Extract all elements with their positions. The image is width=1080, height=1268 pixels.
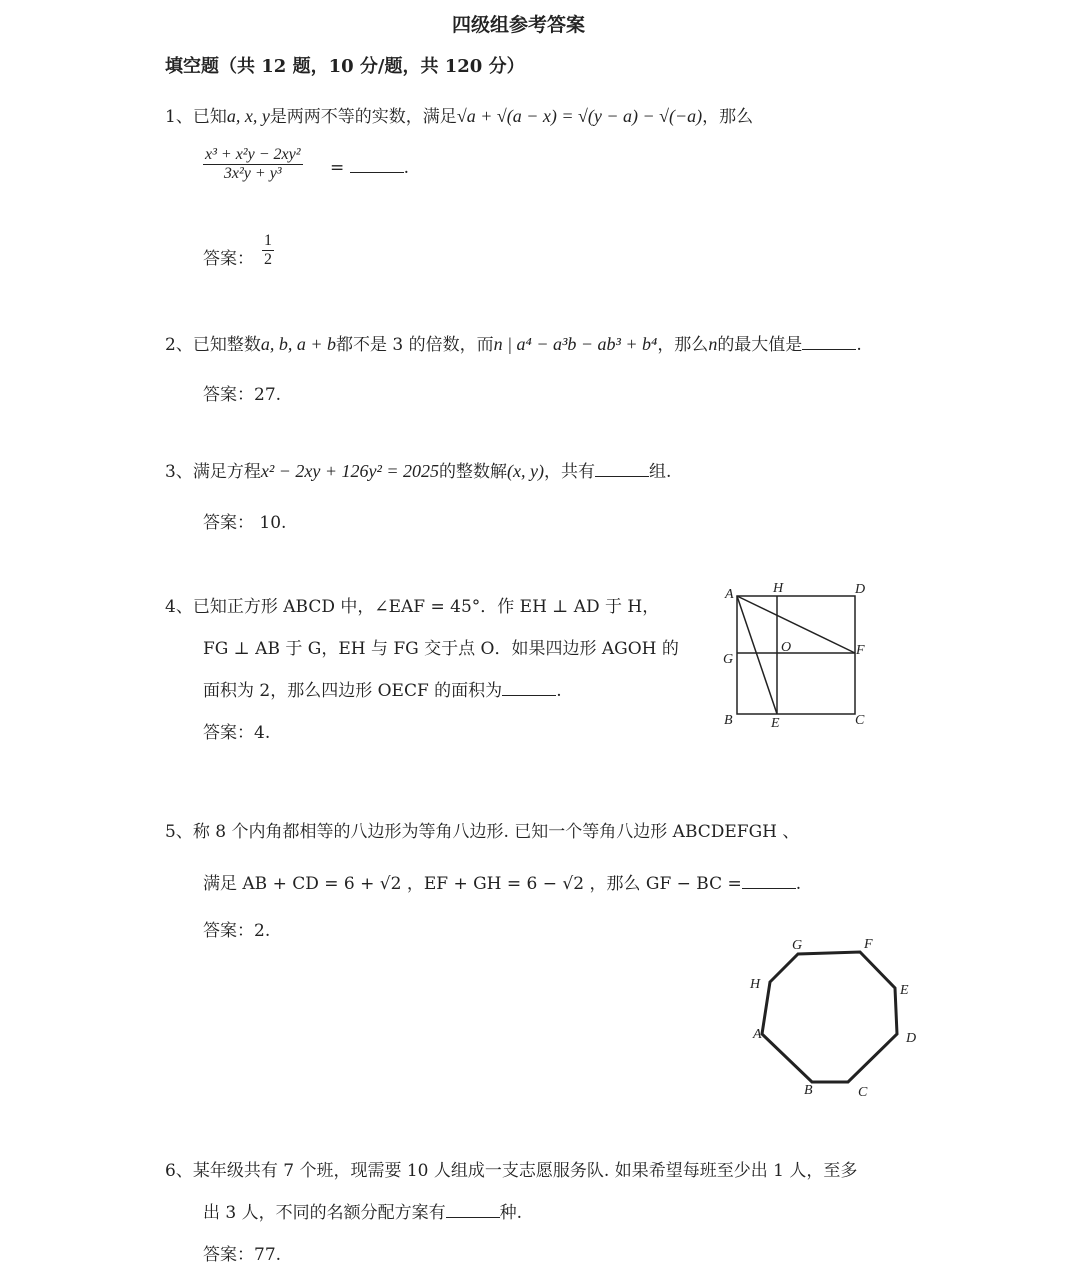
question-2: 2、已知整数a, b, a + b都不是 3 的倍数，而n | a⁴ − a³b − ab³ + b⁴，那么n的最大值是 .: [165, 334, 862, 355]
answer-text: 答案：2.: [203, 921, 271, 941]
question-number: 1、: [165, 107, 193, 127]
label-b: B: [724, 713, 733, 728]
answer-blank: [802, 335, 856, 350]
answer-blank: [502, 681, 556, 696]
math-vars: a, x, y: [226, 106, 270, 126]
question-text: ，那么: [657, 335, 709, 355]
question-1: [165, 102, 753, 127]
question-text: 已知正方形 ABCD 中，∠EAF = 45°．作 EH ⊥ AD 于 H，: [192, 597, 660, 617]
math-equation: x² − 2xy + 126y² = 2025: [260, 461, 440, 481]
question-4-line-2: FG ⊥ AB 于 G，EH 与 FG 交于点 O．如果四边形 AGOH 的: [203, 639, 679, 659]
question-number: 6、: [165, 1161, 193, 1181]
fraction-expression: [203, 146, 303, 183]
label-c: C: [855, 713, 865, 728]
octagon-abcdefgh: [762, 952, 897, 1082]
question-text: ，那么: [702, 107, 754, 127]
answer-blank: [595, 462, 649, 477]
answer-blank: [446, 1203, 500, 1218]
label-e: E: [771, 716, 780, 731]
math-var: n: [708, 334, 718, 354]
math-equation: n | a⁴ − a³b − ab³ + b⁴: [493, 334, 658, 354]
answer-label: 答案：: [203, 249, 254, 269]
page-title: 四级组参考答案: [452, 14, 586, 36]
label-o: O: [781, 640, 792, 655]
question-text: EF + GH = 6 − √2 ，那么 GF − BC =: [423, 874, 742, 894]
segment-af: [737, 596, 855, 653]
question-text: 的最大值是: [717, 335, 803, 355]
answer-text: 答案： 10.: [203, 513, 287, 533]
label-b: B: [804, 1083, 813, 1098]
label-f: F: [864, 937, 873, 952]
question-text: 已知: [192, 107, 227, 127]
math-pair: (x, y): [507, 461, 544, 481]
square-diagram: [715, 578, 875, 733]
question-text: 组.: [649, 462, 672, 482]
label-a: A: [725, 587, 734, 602]
question-text: 都不是 3 的倍数，而: [335, 335, 494, 355]
label-c: C: [858, 1085, 868, 1100]
label-h: H: [773, 581, 784, 596]
label-h: H: [750, 977, 761, 992]
label-g: G: [723, 652, 734, 667]
fraction-denominator: 3x²y + y³: [223, 165, 282, 182]
question-text: 是两两不等的实数，满足: [269, 107, 457, 127]
question-number: 2、: [165, 335, 193, 355]
question-text: 满足 AB + CD = 6 + √2 ，: [203, 874, 424, 894]
question-text: ，共有: [544, 462, 595, 482]
question-text: 已知整数: [192, 335, 261, 355]
question-text: 某年级共有 7 个班，现需要 10 人组成一支志愿服务队. 如果希望每班至少出 1 人，至多: [192, 1161, 858, 1181]
label-f: F: [856, 643, 865, 658]
question-number: 3、: [165, 462, 193, 482]
question-text: 满足方程: [192, 462, 261, 482]
question-number: 4、: [165, 597, 193, 617]
question-4-line-1: [165, 592, 659, 617]
square-abcd: [737, 596, 855, 714]
question-text: 出 3 人，不同的名额分配方案有: [203, 1203, 446, 1223]
answer-blank: [350, 158, 404, 173]
question-5-line-1: [165, 817, 799, 842]
label-d: D: [855, 582, 866, 597]
label-a: A: [753, 1027, 762, 1042]
math-vars: a, b, a + b: [260, 334, 336, 354]
fraction-numerator: 1: [264, 232, 272, 249]
answer-text: 答案：77.: [203, 1245, 282, 1265]
question-text: 的整数解: [439, 462, 508, 482]
question-text: 面积为 2，那么四边形 OECF 的面积为: [203, 681, 503, 701]
section-heading: 填空题（共 12 题，10 分/题，共 120 分）: [165, 56, 525, 77]
question-number: 5、: [165, 822, 193, 842]
label-g: G: [792, 938, 803, 953]
question-text: 种.: [499, 1203, 523, 1223]
fraction-numerator: x³ + x²y − 2xy²: [205, 146, 301, 163]
answer-blank-line: = .: [330, 158, 410, 178]
question-5-line-2: 满足 AB + CD = 6 + √2 ，EF + GH = 6 − √2 ，那么 GF − BC = .: [203, 874, 802, 894]
answer-blank: [742, 874, 796, 889]
answer-text: 答案：4.: [203, 723, 271, 743]
octagon-diagram: [740, 930, 930, 1105]
label-e: E: [900, 983, 909, 998]
question-text: 称 8 个内角都相等的八边形为等角八边形. 已知一个等角八边形 ABCDEFGH 、: [192, 822, 800, 842]
equals-sign: =: [330, 158, 345, 178]
segment-ae: [737, 596, 777, 714]
question-3: [165, 457, 671, 482]
label-d: D: [906, 1031, 917, 1046]
answer-text: 答案：27.: [203, 385, 282, 405]
fraction-denominator: 2: [264, 251, 272, 268]
answer-fraction: [262, 232, 274, 269]
question-6-line-2: [203, 1198, 522, 1223]
math-equation: √a + √(a − x) = √(y − a) − √(−a): [456, 106, 703, 126]
question-4-line-3: 面积为 2，那么四边形 OECF 的面积为 .: [203, 681, 562, 701]
question-6-line-1: [165, 1156, 857, 1181]
